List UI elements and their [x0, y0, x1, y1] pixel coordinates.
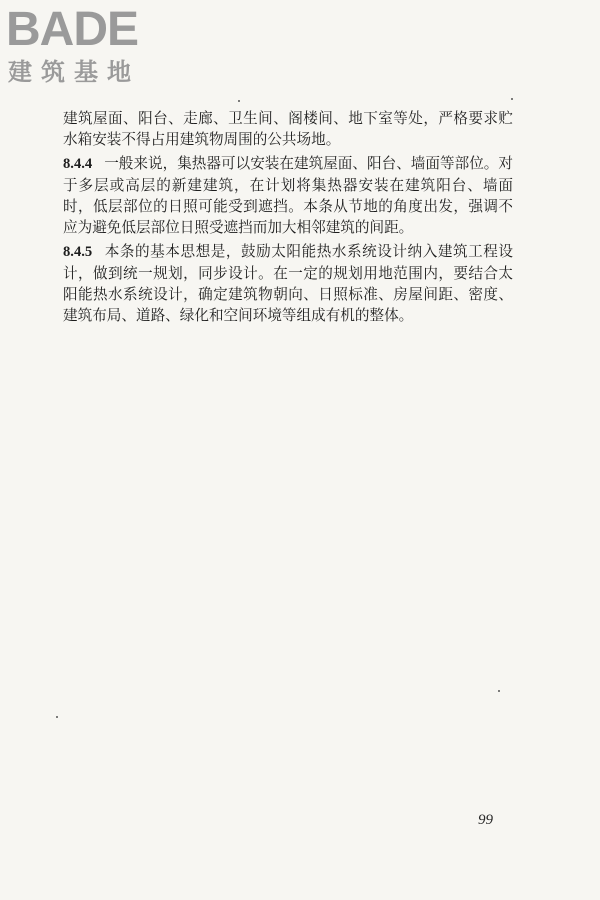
scan-speck [511, 98, 513, 100]
clause-8-4-5 [63, 241, 513, 326]
clause-number: 8.4.5 [63, 244, 93, 260]
scan-speck [238, 100, 240, 102]
logo-subtitle: 建筑基地 [8, 58, 140, 86]
scan-speck [56, 716, 58, 718]
scan-speck [498, 690, 500, 692]
clause-8-4-4 [63, 153, 513, 238]
document-body [63, 108, 513, 329]
clause-number: 8.4.4 [63, 156, 93, 172]
clause-text: 一般来说，集热器可以安装在建筑屋面、阳台、墙面等部位。对于多层或高层的新建建筑，在计划将集热器安装在建筑阳台、墙面时，低层部位的日照可能受到遮挡。本条从节地的角度出发，强调不应为避免低层部位日照受遮挡而加大相邻建筑的间距。 [63, 155, 513, 236]
page-number: 99 [478, 812, 493, 828]
paragraph-text: 建筑屋面、阳台、走廊、卫生间、阁楼间、地下室等处，严格要求贮水箱安装不得占用建筑物周围的公共场地。 [63, 110, 513, 148]
paragraph-continuation [63, 108, 513, 150]
logo-brand-text: BADE [6, 3, 139, 56]
watermark-logo [6, 4, 181, 90]
clause-text: 本条的基本思想是，鼓励太阳能热水系统设计纳入建筑工程设计，做到统一规划，同步设计。在一定的规划用地范围内，要结合太阳能热水系统设计，确定建筑物朝向、日照标准、房屋间距、密度、建筑布局、道路、绿化和空间环境等组成有机的整体。 [63, 243, 513, 324]
